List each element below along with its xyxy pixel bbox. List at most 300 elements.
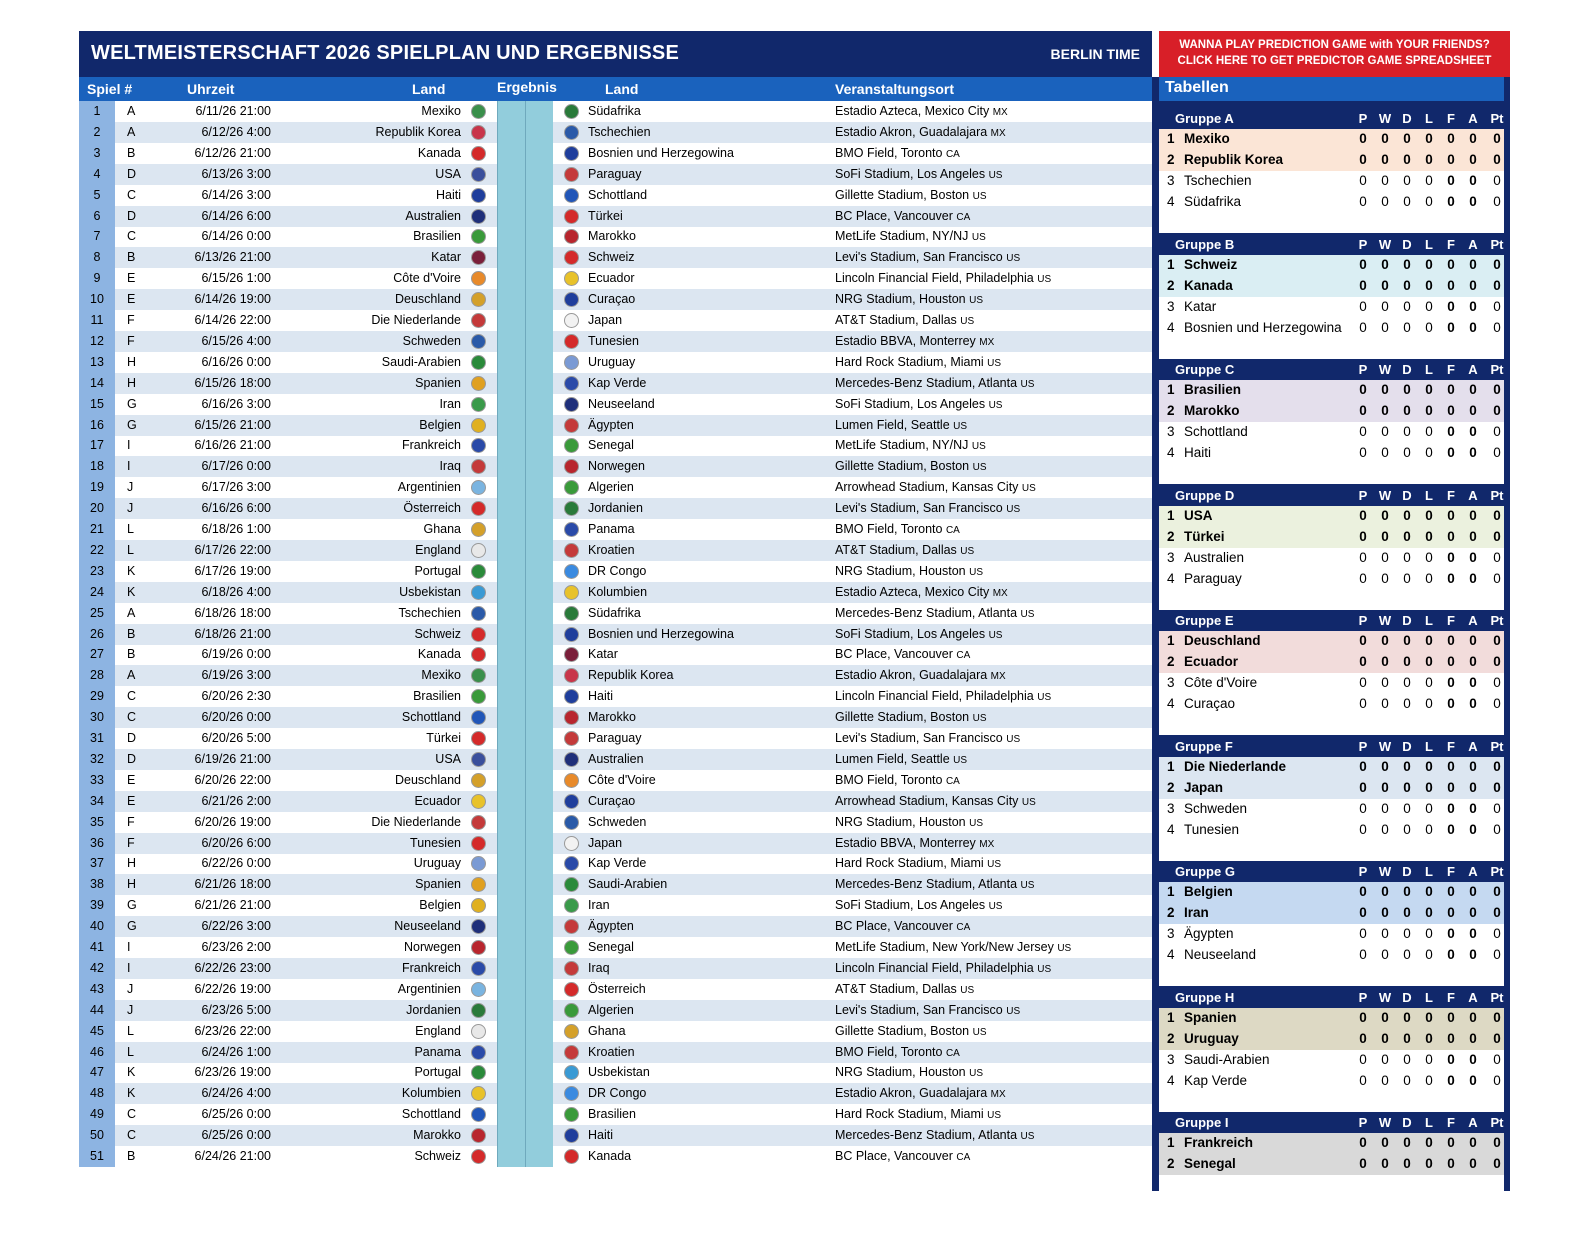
home-score-input[interactable] xyxy=(497,498,525,519)
away-score-input[interactable] xyxy=(525,352,553,373)
away-team: Südafrika xyxy=(588,605,641,620)
rank: 1 xyxy=(1167,507,1175,523)
match-time: 6/23/26 19:00 xyxy=(194,1065,271,1080)
home-flag-icon xyxy=(471,815,486,830)
match-number: 2 xyxy=(79,122,115,143)
venue-name: MetLife Stadium, New York/New Jersey xyxy=(835,940,1054,954)
match-number: 1 xyxy=(79,101,115,122)
home-score-input[interactable] xyxy=(497,686,525,707)
stat-value: 0 xyxy=(1469,1156,1477,1171)
away-score-input[interactable] xyxy=(525,519,553,540)
stat-value: 0 xyxy=(1359,570,1367,586)
away-score-input[interactable] xyxy=(525,101,553,122)
home-score-input[interactable] xyxy=(497,268,525,289)
team-name: Schweden xyxy=(1184,800,1248,816)
stat-value: 0 xyxy=(1447,633,1455,648)
stat-value: 0 xyxy=(1381,403,1389,418)
home-score-input[interactable] xyxy=(497,310,525,331)
match-row xyxy=(79,1125,1152,1146)
team-name: Schottland xyxy=(1184,424,1248,439)
promo-line-1[interactable]: WANNA PLAY PREDICTION GAME with YOUR FRIENDS? xyxy=(1179,39,1490,51)
venue xyxy=(835,853,1001,875)
away-score-input[interactable] xyxy=(525,665,553,686)
home-score-input[interactable] xyxy=(497,853,525,874)
home-score-input[interactable] xyxy=(497,435,525,456)
match-number: 48 xyxy=(79,1083,115,1104)
away-score-input[interactable] xyxy=(525,728,553,749)
stat-value: 0 xyxy=(1403,528,1411,544)
stat-value: 0 xyxy=(1447,173,1455,188)
stat-value: 0 xyxy=(1469,1072,1477,1088)
home-score-input[interactable] xyxy=(497,749,525,770)
home-score-input[interactable] xyxy=(497,895,525,916)
match-group: A xyxy=(127,104,136,118)
stat-header: W xyxy=(1378,236,1392,252)
away-score-input[interactable] xyxy=(525,1083,553,1104)
match-number: 24 xyxy=(79,582,115,603)
match-time: 6/25/26 0:00 xyxy=(201,1107,271,1122)
match-group: B xyxy=(127,145,136,160)
match-number: 32 xyxy=(79,749,115,770)
stat-value: 0 xyxy=(1425,277,1433,293)
away-score-input[interactable] xyxy=(525,415,553,436)
match-number: 36 xyxy=(79,833,115,854)
stat-value: 0 xyxy=(1403,152,1411,167)
venue xyxy=(835,937,1071,959)
rank: 1 xyxy=(1167,131,1175,146)
stat-value: 0 xyxy=(1493,256,1501,272)
away-score-input[interactable] xyxy=(525,979,553,1000)
match-group: A xyxy=(127,668,136,683)
home-score-input[interactable] xyxy=(497,1125,525,1146)
home-flag-icon xyxy=(471,209,486,224)
stat-header: D xyxy=(1402,111,1412,126)
away-score-input[interactable] xyxy=(525,624,553,645)
group-header xyxy=(1159,736,1504,757)
stat-value: 0 xyxy=(1359,926,1367,941)
away-score-input[interactable] xyxy=(525,185,553,206)
stat-header: A xyxy=(1468,362,1478,377)
stat-header: A xyxy=(1468,236,1478,252)
away-score-input[interactable] xyxy=(525,791,553,812)
match-number: 33 xyxy=(79,770,115,791)
away-flag-icon xyxy=(564,229,579,244)
stat-header: L xyxy=(1425,738,1433,754)
away-team: Brasilien xyxy=(588,1107,636,1122)
home-score-input[interactable] xyxy=(497,728,525,749)
away-score-input[interactable] xyxy=(525,226,553,247)
away-score-input[interactable] xyxy=(525,874,553,895)
away-score-input[interactable] xyxy=(525,122,553,143)
group-header xyxy=(1159,234,1504,255)
home-score-input[interactable] xyxy=(497,1000,525,1021)
match-group: E xyxy=(127,772,136,787)
stat-header: L xyxy=(1425,613,1433,628)
away-score-input[interactable] xyxy=(525,644,553,665)
promo-line-2[interactable]: CLICK HERE TO GET PREDICTOR GAME SPREADSHEET xyxy=(1177,55,1492,67)
home-score-input[interactable] xyxy=(497,937,525,958)
away-score-input[interactable] xyxy=(525,456,553,477)
home-score-input[interactable] xyxy=(497,247,525,268)
home-score-input[interactable] xyxy=(497,352,525,373)
home-flag-icon xyxy=(471,146,486,161)
match-row xyxy=(79,582,1152,603)
stat-value: 0 xyxy=(1359,319,1367,335)
away-score-input[interactable] xyxy=(525,603,553,624)
match-number: 51 xyxy=(79,1146,115,1167)
away-score-input[interactable] xyxy=(525,247,553,268)
home-flag-icon xyxy=(471,647,486,662)
away-team: Kroatien xyxy=(588,542,635,557)
match-row xyxy=(79,1021,1152,1042)
team-name: Paraguay xyxy=(1184,570,1242,586)
away-score-input[interactable] xyxy=(525,331,553,352)
home-flag-icon xyxy=(471,397,486,412)
away-score-input[interactable] xyxy=(525,1042,553,1063)
home-flag-icon xyxy=(471,877,486,892)
country-code: US xyxy=(987,1110,1002,1122)
match-group: L xyxy=(127,1023,134,1038)
stat-value: 0 xyxy=(1469,424,1477,439)
away-team: Bosnien und Herzegowina xyxy=(588,145,734,160)
match-group: D xyxy=(127,166,137,181)
stat-header: D xyxy=(1402,738,1412,754)
away-team: Tunesien xyxy=(588,333,639,348)
home-score-input[interactable] xyxy=(497,164,525,185)
away-score-input[interactable] xyxy=(525,812,553,833)
standing-row xyxy=(1159,694,1504,715)
match-number: 5 xyxy=(79,185,115,206)
header-result: Ergebnis xyxy=(497,79,557,95)
match-number: 41 xyxy=(79,937,115,958)
home-score-input[interactable] xyxy=(497,1042,525,1063)
standing-row xyxy=(1159,1050,1504,1071)
standing-row xyxy=(1159,276,1504,297)
home-score-input[interactable] xyxy=(497,1021,525,1042)
stat-value: 0 xyxy=(1403,173,1411,188)
home-score-input[interactable] xyxy=(497,644,525,665)
stat-value: 0 xyxy=(1381,319,1389,335)
match-time: 6/14/26 22:00 xyxy=(194,313,271,327)
home-team: Schweden xyxy=(402,333,461,348)
country-code: MX xyxy=(992,587,1008,599)
home-score-input[interactable] xyxy=(497,394,525,415)
away-score-input[interactable] xyxy=(525,1146,553,1167)
away-score-input[interactable] xyxy=(525,1000,553,1021)
home-team: Deuschland xyxy=(394,292,461,307)
home-team: Republik Korea xyxy=(375,124,461,139)
home-score-input[interactable] xyxy=(497,791,525,812)
group-body xyxy=(1159,1008,1504,1112)
stat-header: W xyxy=(1378,989,1392,1005)
home-team: Kanada xyxy=(417,145,461,160)
stat-value: 0 xyxy=(1403,445,1411,460)
home-team: Die Niederlande xyxy=(371,814,461,829)
stat-value: 0 xyxy=(1359,758,1367,774)
away-score-input[interactable] xyxy=(525,143,553,164)
country-code: US xyxy=(969,295,983,307)
stat-header: Pt xyxy=(1490,864,1504,879)
venue xyxy=(835,707,987,729)
home-score-input[interactable] xyxy=(497,331,525,352)
match-number: 30 xyxy=(79,707,115,728)
match-time: 6/13/26 3:00 xyxy=(201,166,271,181)
rank: 1 xyxy=(1167,884,1175,899)
group-header xyxy=(1159,1112,1504,1133)
away-score-input[interactable] xyxy=(525,853,553,874)
home-score-input[interactable] xyxy=(497,979,525,1000)
away-score-input[interactable] xyxy=(525,895,553,916)
home-score-input[interactable] xyxy=(497,1104,525,1125)
match-time: 6/21/26 18:00 xyxy=(194,877,271,892)
away-score-input[interactable] xyxy=(525,1125,553,1146)
away-score-input[interactable] xyxy=(525,561,553,582)
away-score-input[interactable] xyxy=(525,1062,553,1083)
away-score-input[interactable] xyxy=(525,289,553,310)
stat-value: 0 xyxy=(1447,445,1455,460)
stat-value: 0 xyxy=(1381,1072,1389,1088)
home-score-input[interactable] xyxy=(497,770,525,791)
home-score-input[interactable] xyxy=(497,1083,525,1104)
stat-value: 0 xyxy=(1403,319,1411,335)
away-score-input[interactable] xyxy=(525,582,553,603)
away-flag-icon xyxy=(564,167,579,182)
match-row xyxy=(79,644,1152,665)
match-time: 6/20/26 5:00 xyxy=(201,731,271,745)
home-score-input[interactable] xyxy=(497,477,525,498)
stat-value: 0 xyxy=(1381,884,1389,899)
venue-name: Hard Rock Stadium, Miami xyxy=(835,856,984,871)
home-flag-icon xyxy=(471,125,486,140)
venue xyxy=(835,916,970,938)
away-team: Panama xyxy=(588,522,635,536)
group-table xyxy=(1159,108,1504,233)
away-flag-icon xyxy=(564,292,579,307)
stat-header: L xyxy=(1425,989,1433,1005)
home-score-input[interactable] xyxy=(497,101,525,122)
team-name: Uruguay xyxy=(1184,1030,1239,1046)
away-score-input[interactable] xyxy=(525,373,553,394)
home-score-input[interactable] xyxy=(497,812,525,833)
match-number: 50 xyxy=(79,1125,115,1146)
home-score-input[interactable] xyxy=(497,624,525,645)
rank: 3 xyxy=(1167,424,1175,439)
home-team: Australien xyxy=(405,208,461,223)
venue xyxy=(835,582,1008,604)
venue-name: Estadio Azteca, Mexico City xyxy=(835,104,990,118)
venue-name: BC Place, Vancouver xyxy=(835,208,953,223)
away-score-input[interactable] xyxy=(525,498,553,519)
home-score-input[interactable] xyxy=(497,415,525,436)
stat-value: 0 xyxy=(1403,277,1411,293)
away-score-input[interactable] xyxy=(525,268,553,289)
away-score-input[interactable] xyxy=(525,435,553,456)
home-score-input[interactable] xyxy=(497,143,525,164)
country-code: US xyxy=(1006,253,1021,265)
home-score-input[interactable] xyxy=(497,456,525,477)
stat-value: 0 xyxy=(1447,654,1455,669)
stat-value: 0 xyxy=(1447,382,1455,397)
away-score-input[interactable] xyxy=(525,770,553,791)
stat-value: 0 xyxy=(1469,905,1477,920)
stat-value: 0 xyxy=(1425,1156,1433,1171)
team-name: Frankreich xyxy=(1184,1135,1254,1150)
away-flag-icon xyxy=(564,125,579,140)
home-score-input[interactable] xyxy=(497,916,525,937)
match-group: K xyxy=(127,584,136,599)
away-score-input[interactable] xyxy=(525,707,553,728)
venue xyxy=(835,644,970,666)
away-score-input[interactable] xyxy=(525,1021,553,1042)
home-score-input[interactable] xyxy=(497,1062,525,1083)
header-match: Spiel # xyxy=(87,81,133,97)
away-score-input[interactable] xyxy=(525,394,553,415)
standing-row xyxy=(1159,443,1504,464)
match-row xyxy=(79,728,1152,749)
home-score-input[interactable] xyxy=(497,665,525,686)
home-score-input[interactable] xyxy=(497,603,525,624)
stat-value: 0 xyxy=(1359,1072,1367,1088)
stat-value: 0 xyxy=(1493,382,1501,397)
match-number: 11 xyxy=(79,310,115,331)
stat-value: 0 xyxy=(1493,633,1501,648)
home-score-input[interactable] xyxy=(497,373,525,394)
home-score-input[interactable] xyxy=(497,582,525,603)
stat-value: 0 xyxy=(1359,528,1367,544)
match-number: 27 xyxy=(79,644,115,665)
home-score-input[interactable] xyxy=(497,519,525,540)
away-score-input[interactable] xyxy=(525,1104,553,1125)
country-code: US xyxy=(971,441,986,453)
group-header xyxy=(1159,987,1504,1008)
venue-name: Gillette Stadium, Boston xyxy=(835,459,970,474)
match-number: 18 xyxy=(79,456,115,477)
stat-value: 0 xyxy=(1469,319,1477,335)
away-score-input[interactable] xyxy=(525,206,553,227)
stat-value: 0 xyxy=(1493,675,1501,690)
venue-name: Mercedes-Benz Stadium, Atlanta xyxy=(835,605,1018,620)
venue-name: BC Place, Vancouver xyxy=(835,919,953,934)
match-row xyxy=(79,456,1152,477)
away-score-input[interactable] xyxy=(525,540,553,561)
venue-name: Levi's Stadium, San Francisco xyxy=(835,731,1003,745)
stat-header: L xyxy=(1425,362,1433,377)
standings-title: Tabellen xyxy=(1165,79,1229,96)
stat-value: 0 xyxy=(1403,884,1411,899)
country-code: US xyxy=(953,754,968,766)
away-score-input[interactable] xyxy=(525,749,553,770)
standing-row xyxy=(1159,1154,1504,1175)
home-score-input[interactable] xyxy=(497,206,525,227)
home-team: USA xyxy=(435,166,461,181)
home-score-input[interactable] xyxy=(497,289,525,310)
standing-row xyxy=(1159,422,1504,443)
home-score-input[interactable] xyxy=(497,122,525,143)
rank: 3 xyxy=(1167,926,1175,941)
home-score-input[interactable] xyxy=(497,833,525,854)
match-time: 6/15/26 1:00 xyxy=(201,271,271,286)
match-number: 12 xyxy=(79,331,115,352)
home-score-input[interactable] xyxy=(497,707,525,728)
away-team: Norwegen xyxy=(588,459,645,474)
away-score-input[interactable] xyxy=(525,916,553,937)
stat-value: 0 xyxy=(1403,779,1411,795)
venue-name: BC Place, Vancouver xyxy=(835,1149,953,1163)
home-flag-icon xyxy=(471,773,486,788)
home-score-input[interactable] xyxy=(497,540,525,561)
stat-value: 0 xyxy=(1403,1051,1411,1067)
rank: 1 xyxy=(1167,758,1175,774)
away-score-input[interactable] xyxy=(525,958,553,979)
venue-name: BMO Field, Toronto xyxy=(835,145,943,160)
group-table xyxy=(1159,610,1504,735)
match-row xyxy=(79,477,1152,498)
stat-value: 0 xyxy=(1403,758,1411,774)
away-score-input[interactable] xyxy=(525,477,553,498)
match-group: I xyxy=(127,940,131,954)
group-name: Gruppe D xyxy=(1175,487,1235,503)
team-name: Belgien xyxy=(1184,884,1233,899)
match-time: 6/25/26 0:00 xyxy=(201,1128,271,1143)
country-code: US xyxy=(971,232,986,244)
away-team: Haiti xyxy=(588,1128,614,1143)
away-score-input[interactable] xyxy=(525,937,553,958)
home-score-input[interactable] xyxy=(497,1146,525,1167)
stat-value: 0 xyxy=(1381,528,1389,544)
match-group: J xyxy=(127,981,134,996)
match-group: K xyxy=(127,563,136,578)
match-group: L xyxy=(127,1044,134,1059)
rank: 2 xyxy=(1167,152,1175,167)
stat-value: 0 xyxy=(1403,1156,1411,1171)
stat-value: 0 xyxy=(1381,570,1389,586)
home-flag-icon xyxy=(471,710,486,725)
stat-value: 0 xyxy=(1493,173,1501,188)
away-flag-icon xyxy=(564,668,579,683)
away-score-input[interactable] xyxy=(525,833,553,854)
match-group: B xyxy=(127,250,136,265)
home-score-input[interactable] xyxy=(497,874,525,895)
home-score-input[interactable] xyxy=(497,958,525,979)
stat-value: 0 xyxy=(1469,926,1477,941)
home-score-input[interactable] xyxy=(497,561,525,582)
standing-row xyxy=(1159,192,1504,213)
away-score-input[interactable] xyxy=(525,686,553,707)
away-flag-icon xyxy=(564,731,579,746)
away-score-input[interactable] xyxy=(525,164,553,185)
team-name: Südafrika xyxy=(1184,194,1242,209)
home-score-input[interactable] xyxy=(497,185,525,206)
stat-value: 0 xyxy=(1359,152,1367,167)
predictor-promo-link[interactable] xyxy=(1159,31,1510,77)
home-flag-icon xyxy=(471,940,486,955)
match-row xyxy=(79,540,1152,561)
stat-value: 0 xyxy=(1447,570,1455,586)
stat-value: 0 xyxy=(1381,1030,1389,1046)
stat-value: 0 xyxy=(1403,675,1411,690)
group-body xyxy=(1159,506,1504,610)
away-team: Kolumbien xyxy=(588,584,648,599)
away-team: Japan xyxy=(588,313,623,327)
stat-header: Pt xyxy=(1490,362,1504,377)
stat-value: 0 xyxy=(1425,445,1433,460)
home-flag-icon xyxy=(471,1128,486,1143)
stat-value: 0 xyxy=(1447,507,1455,523)
away-score-input[interactable] xyxy=(525,310,553,331)
home-flag-icon xyxy=(471,376,486,391)
venue-name: BMO Field, Toronto xyxy=(835,772,943,787)
home-score-input[interactable] xyxy=(497,226,525,247)
